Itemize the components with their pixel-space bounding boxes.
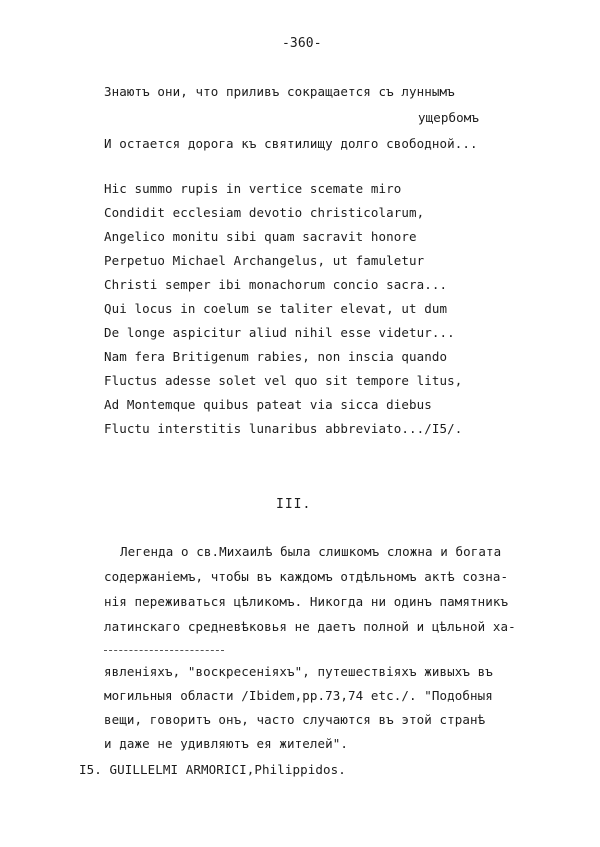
paragraph-line: латинскаго средневѣковья не даетъ полной и цѣльной ха- — [104, 619, 516, 634]
page-number: -360- — [282, 36, 322, 51]
russian-verse-line-2: ущербомъ — [418, 110, 480, 125]
latin-verse-line: Angelico monitu sibi quam sacravit honore — [104, 229, 417, 244]
latin-verse-line: Christi semper ibi monachorum concio sacra... — [104, 277, 448, 292]
latin-verse-line: Hic summo rupis in vertice scemate miro — [104, 181, 402, 196]
paragraph-line: Легенда о св.Михаилѣ была слишкомъ сложна и богата — [120, 544, 502, 559]
latin-verse-line: Perpetuo Michael Archangelus, ut famuletur — [104, 253, 425, 268]
paragraph-line: нія переживаться цѣликомъ. Никогда ни одинъ памятникъ — [104, 594, 509, 609]
latin-verse-line: Condidit ecclesiam devotio christicolarum, — [104, 205, 425, 220]
latin-verse-line: Nam fera Britigenum rabies, non inscia quando — [104, 349, 448, 364]
paragraph-line: содержаніемъ, чтобы въ каждомъ отдѣльномъ актѣ созна- — [104, 569, 509, 584]
latin-verse-line: De longe aspicitur aliud nihil esse videtur... — [104, 325, 455, 340]
russian-verse-line-3: И остается дорога къ святилищу долго свободной... — [104, 136, 478, 151]
footnote-continuation-line: могильныя области /Ibidem,pp.73,74 etc./. "Подобныя — [104, 688, 493, 703]
latin-verse-line: Qui locus in coelum se taliter elevat, ut dum — [104, 301, 448, 316]
latin-verse-line: Fluctus adesse solet vel quo sit tempore litus, — [104, 373, 463, 388]
section-heading: III. — [276, 497, 312, 512]
footnote-continuation-line: вещи, говоритъ онъ, часто случаются въ этой странѣ — [104, 712, 486, 727]
footnote-i5: I5. GUILLELMI ARMORICI,Philippidos. — [79, 762, 346, 777]
russian-verse-line-1: Знаютъ они, что приливъ сокращается съ луннымъ — [104, 84, 455, 99]
footnote-continuation-line: и даже не удивляютъ ея жителей". — [104, 736, 349, 751]
latin-verse-line: Fluctu interstitis lunaribus abbreviato.../I5/. — [104, 421, 463, 436]
latin-verse-line: Ad Montemque quibus pateat via sicca diebus — [104, 397, 432, 412]
footnote-continuation-line: явленіяхъ, "воскресеніяхъ", путешествіяхъ живыхъ въ — [104, 664, 493, 679]
footnote-separator — [104, 650, 224, 651]
